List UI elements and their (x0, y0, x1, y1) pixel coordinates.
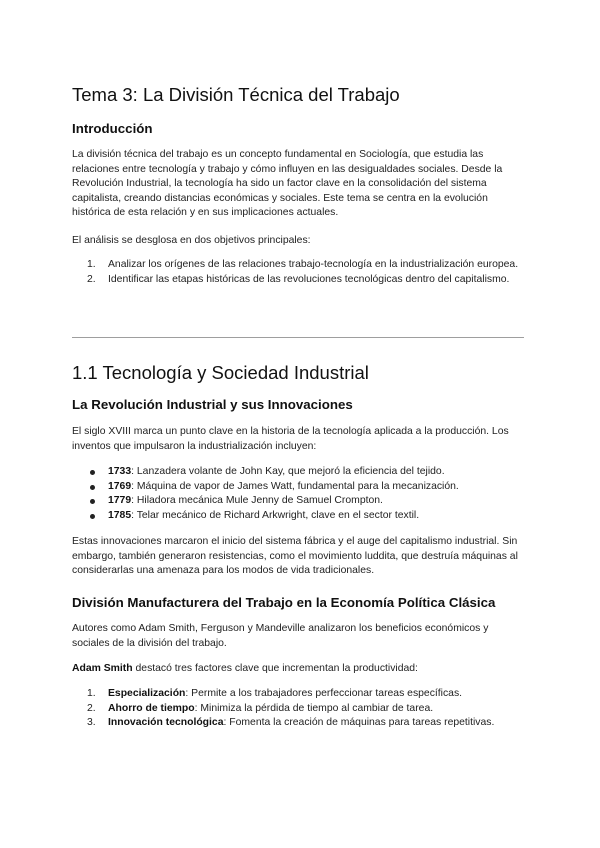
factor-text: : Permite a los trabajadores perfeccionar tareas específicas. (185, 688, 463, 699)
section-title: 1.1 Tecnología y Sociedad Industrial (72, 362, 369, 383)
list-item-text: Identificar las etapas históricas de las revoluciones tecnológicas dentro del capitalismo. (108, 273, 510, 285)
subsection-heading-division: División Manufacturera del Trabajo en la Economía Política Clásica (72, 595, 496, 610)
intro-heading: Introducción (72, 121, 153, 136)
list-item (72, 716, 524, 731)
smith-text: destacó tres factores clave que incrementan la productividad: (132, 663, 418, 674)
list-item (72, 509, 524, 524)
objectives-lead: El análisis se desglosa en dos objetivos principales: (72, 235, 311, 246)
intro-paragraph: La división técnica del trabajo es un concepto fundamental en Sociología, que estudia las relaciones entre tecnología y trabajo y cómo influyen en las desigualdades sociales. Desde la Revolución Industrial, la tecnología ha sido un factor clave en la consolidación del sistema capitalista, creando distancias económicas y sociales. Este tema se centra en la evolución histórica de esta relación y en sus implicaciones actuales. (72, 149, 503, 219)
smith-name: Adam Smith (72, 663, 133, 674)
list-item-text: Analizar los orígenes de las relaciones trabajo-tecnología en la industrialización europea. (108, 259, 519, 270)
bullet-icon (90, 470, 95, 475)
invention-text: : Máquina de vapor de James Watt, fundamental para la mecanización. (131, 480, 459, 492)
list-number: 1. (87, 259, 96, 270)
invention-year: 1769 (108, 480, 132, 492)
list-item (72, 702, 524, 717)
smith-paragraph (72, 662, 524, 677)
list-number: 1. (87, 688, 96, 699)
list-number: 3. (87, 717, 96, 729)
list-item (72, 494, 524, 509)
invention-text: : Telar mecánico de Richard Arkwright, clave en el sector textil. (131, 509, 420, 521)
factor-term: Especialización (108, 688, 186, 699)
invention-year: 1733 (108, 466, 132, 477)
inventions-list (72, 465, 524, 523)
factor-text: : Fomenta la creación de máquinas para tareas repetitivas. (223, 717, 495, 729)
revolucion-paragraph: El siglo XVIII marca un punto clave en la historia de la tecnología aplicada a la producción. Los inventos que impulsaron la industrialización incluyen: (72, 426, 509, 452)
invention-text: : Hiladora mecánica Mule Jenny de Samuel Crompton. (131, 495, 383, 507)
revolucion-closing: Estas innovaciones marcaron el inicio del sistema fábrica y el auge del capitalismo industrial. Sin embargo, también generaron resistencias, como el movimiento luddita, que destruía máquinas al considerarlas una amenaza para los modos de vida tradicionales. (72, 536, 518, 577)
subsection-heading-revolucion: La Revolución Industrial y sus Innovaciones (72, 397, 353, 412)
document-title: Tema 3: La División Técnica del Trabajo (72, 84, 400, 105)
list-item (72, 465, 524, 480)
list-item (72, 687, 524, 702)
invention-year: 1785 (108, 509, 132, 521)
invention-text: : Lanzadera volante de John Kay, que mejoró la eficiencia del tejido. (131, 466, 445, 477)
factor-term: Ahorro de tiempo (108, 702, 195, 714)
list-item (72, 480, 524, 495)
section-divider (72, 337, 524, 338)
invention-year: 1779 (108, 495, 132, 507)
list-item (72, 258, 524, 273)
bullet-icon (90, 485, 95, 490)
factor-text: : Minimiza la pérdida de tiempo al cambiar de tarea. (194, 702, 434, 714)
objectives-list (72, 258, 524, 287)
list-number: 2. (87, 702, 96, 714)
factors-list (72, 687, 524, 731)
list-item (72, 273, 524, 288)
bullet-icon (90, 499, 95, 504)
list-number: 2. (87, 273, 96, 285)
factor-term: Innovación tecnológica (108, 717, 224, 729)
bullet-icon (90, 514, 95, 519)
division-paragraph: Autores como Adam Smith, Ferguson y Mandeville analizaron los beneficios económicos y sociales de la división del trabajo. (72, 623, 489, 649)
